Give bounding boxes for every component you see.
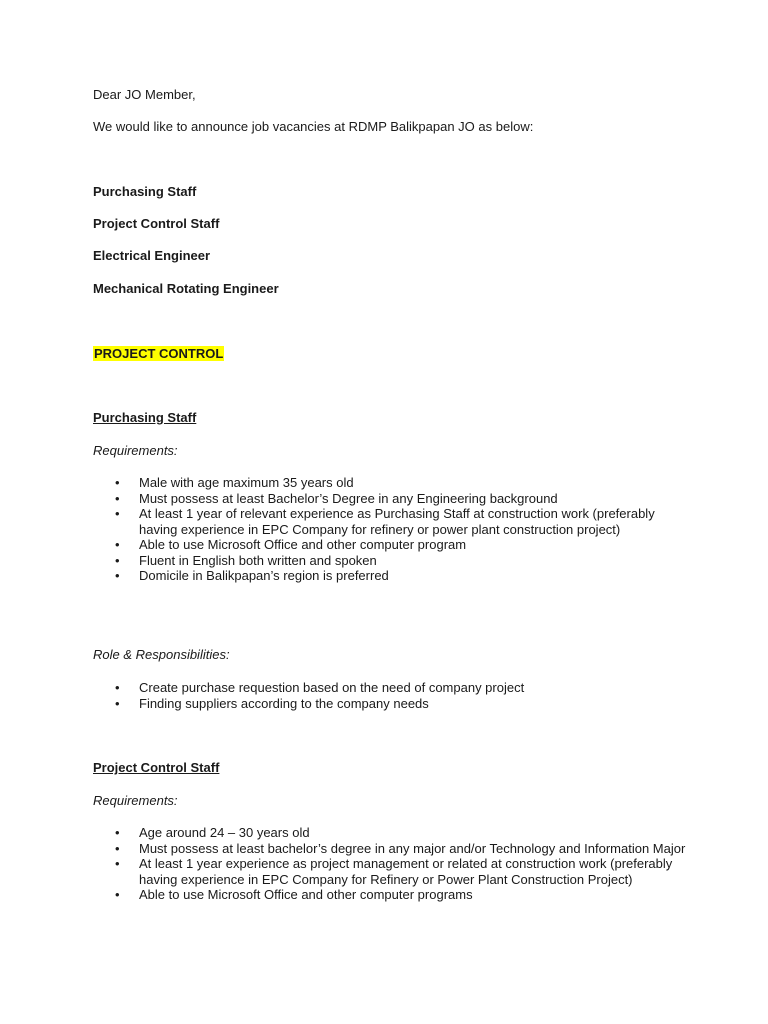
intro-paragraph: We would like to announce job vacancies at RDMP Balikpapan JO as below: — [93, 119, 534, 134]
list-item: • Male with age maximum 35 years old — [93, 475, 693, 491]
roles-list — [93, 680, 693, 711]
position-item: Electrical Engineer — [93, 248, 211, 263]
list-item: • Domicile in Balikpapan’s region is preferred — [93, 568, 693, 584]
requirements-label: Requirements: — [93, 793, 178, 808]
requirements-list — [93, 475, 693, 584]
department-heading — [93, 346, 224, 362]
list-item: • At least 1 year experience as project management or related at construction work (preferably having experience in EPC Company for Refinery or Power Plant Construction Project) — [93, 856, 693, 887]
section-title: Project Control Staff — [93, 760, 220, 775]
list-item: • Fluent in English both written and spoken — [93, 553, 693, 569]
list-item: • At least 1 year of relevant experience as Purchasing Staff at construction work (preferably having experience in EPC Company for refinery or power plant construction project) — [93, 506, 693, 537]
list-item: • Able to use Microsoft Office and other computer program — [93, 537, 693, 553]
list-item: • Must possess at least bachelor’s degree in any major and/or Technology and Information Major — [93, 841, 693, 857]
department-heading-text: PROJECT CONTROL — [94, 346, 224, 361]
position-item: Purchasing Staff — [93, 184, 197, 199]
section-title: Purchasing Staff — [93, 410, 197, 425]
list-item: • Able to use Microsoft Office and other computer programs — [93, 887, 693, 903]
list-item: • Finding suppliers according to the company needs — [93, 696, 693, 712]
position-item: Mechanical Rotating Engineer — [93, 281, 279, 296]
list-item: • Must possess at least Bachelor’s Degree in any Engineering background — [93, 491, 693, 507]
requirements-list — [93, 825, 693, 903]
list-item: • Age around 24 – 30 years old — [93, 825, 693, 841]
greeting: Dear JO Member, — [93, 87, 196, 102]
position-item: Project Control Staff — [93, 216, 220, 231]
requirements-label: Requirements: — [93, 443, 178, 458]
roles-label: Role & Responsibilities: — [93, 647, 230, 662]
list-item: • Create purchase requestion based on the need of company project — [93, 680, 693, 696]
